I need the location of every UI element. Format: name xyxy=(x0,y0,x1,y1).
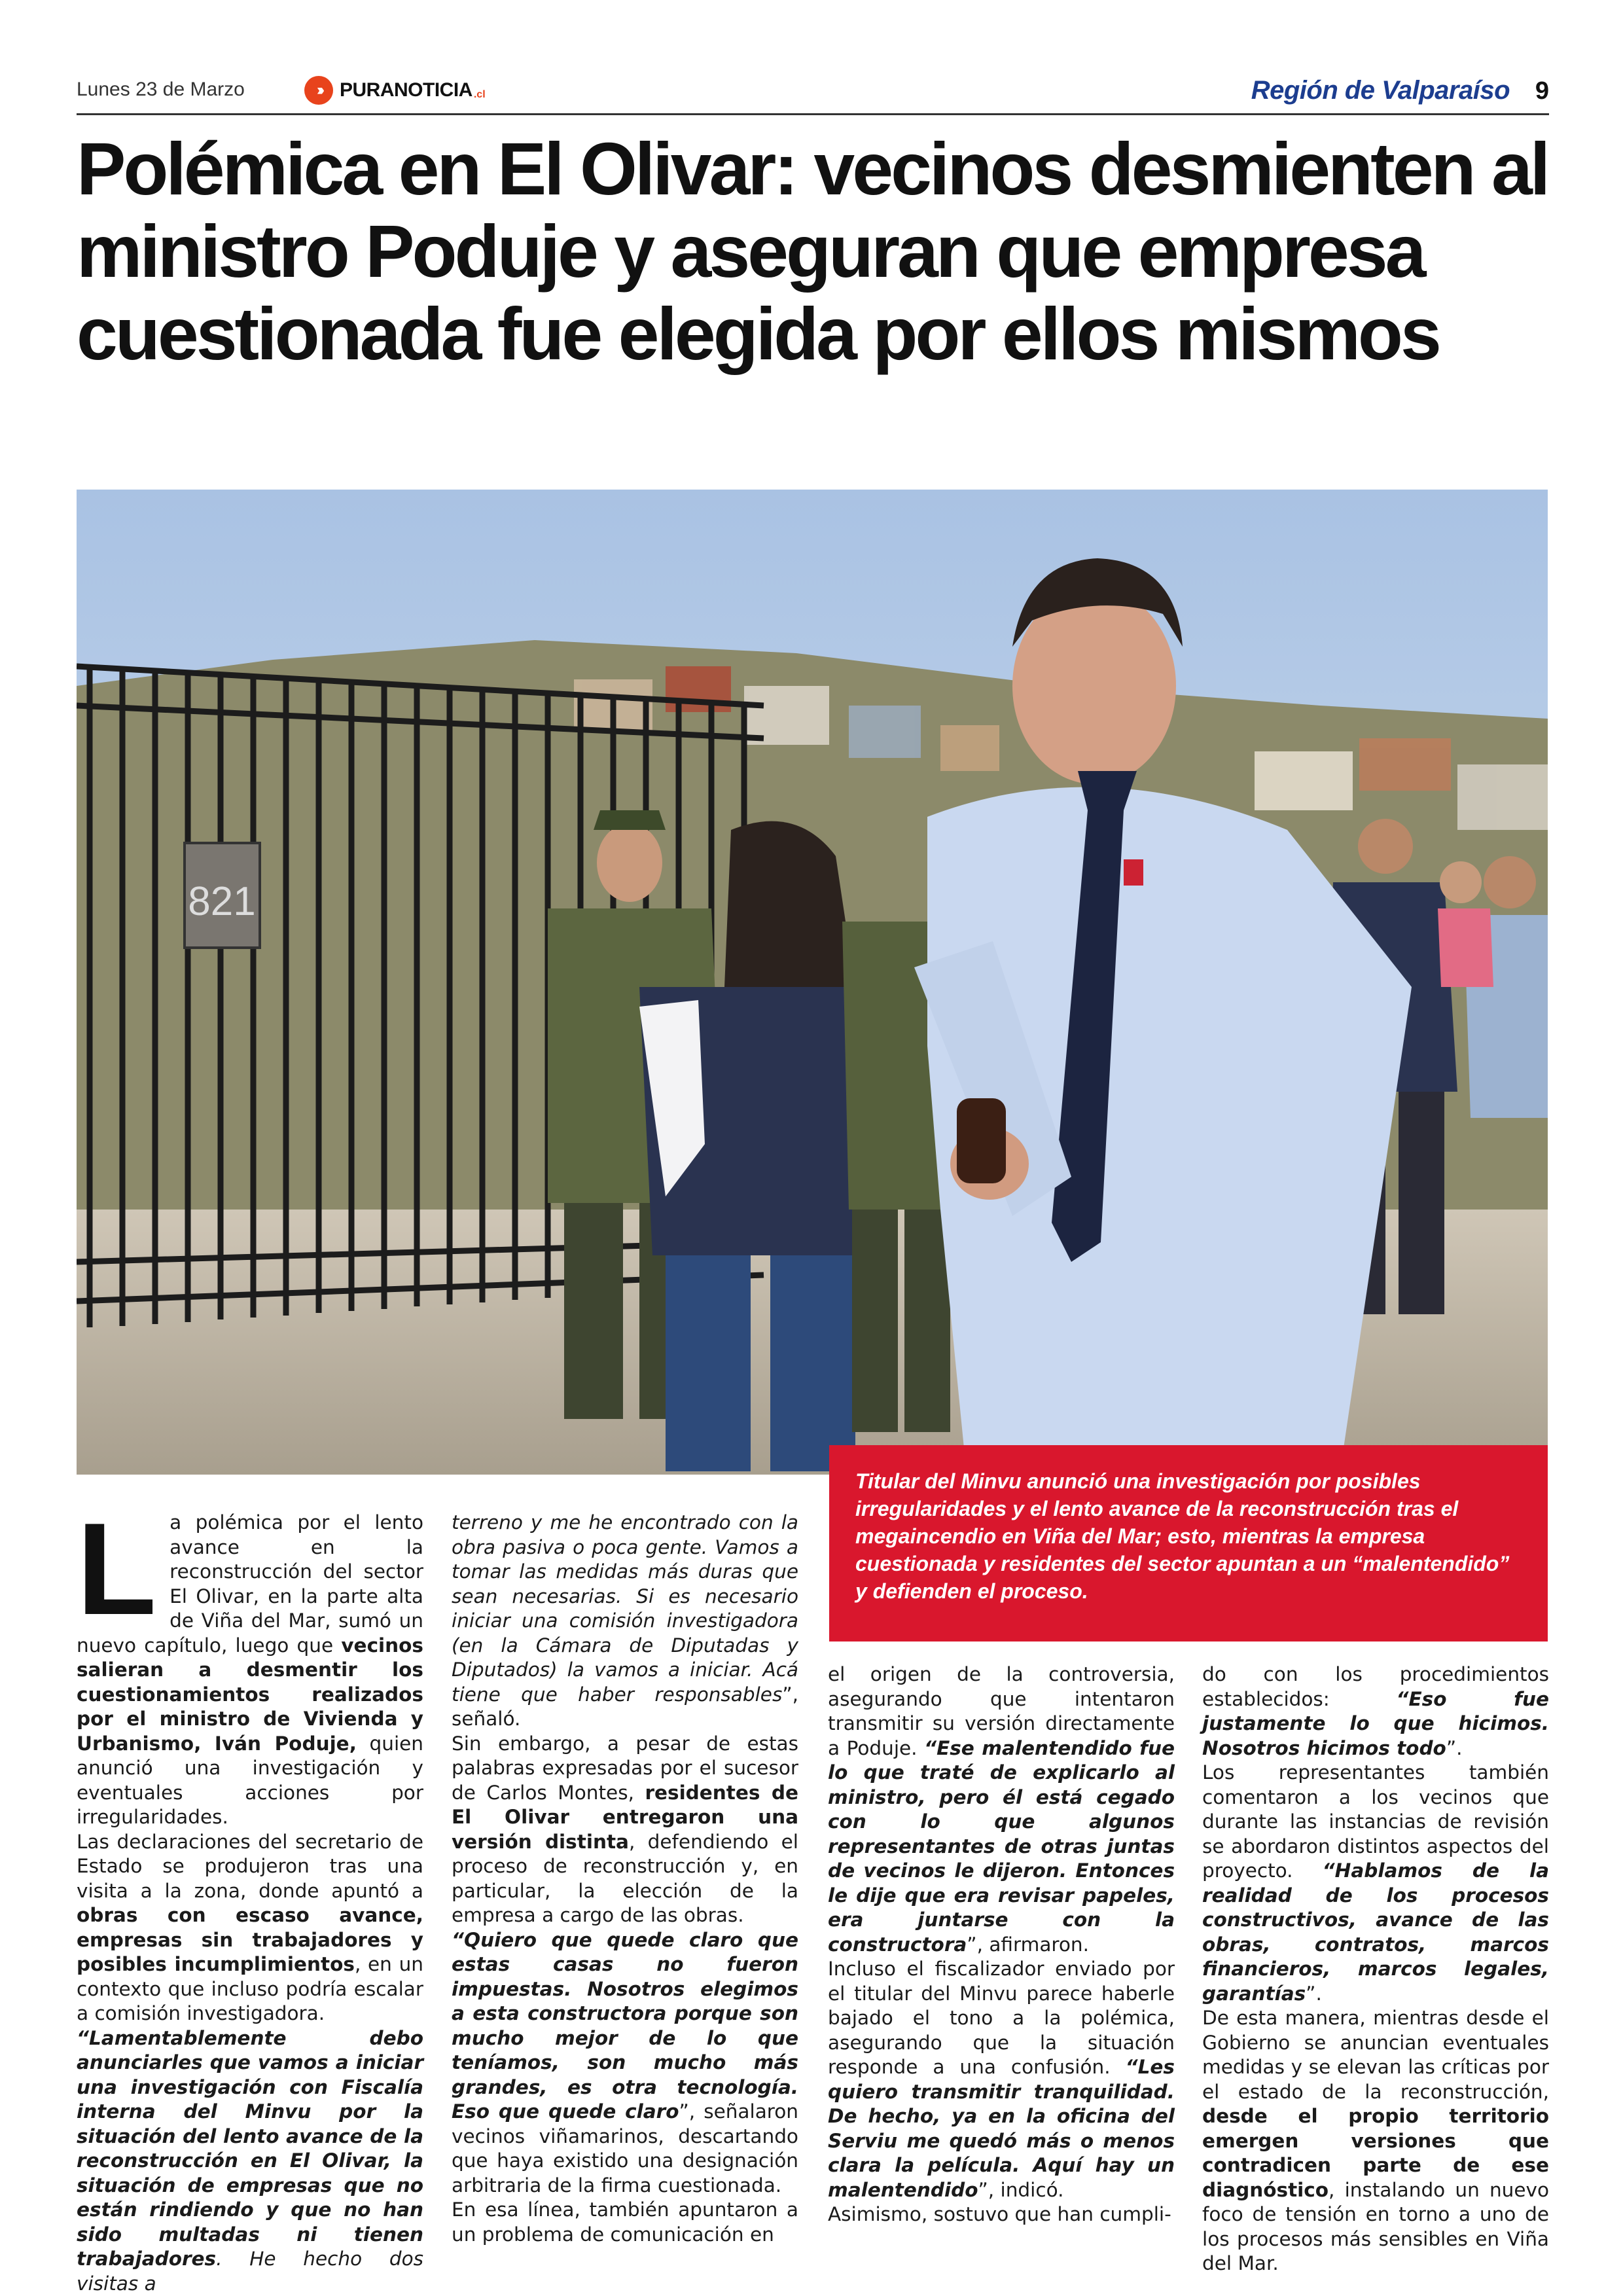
page-header xyxy=(77,76,1549,117)
paragraph xyxy=(1202,1761,1549,2006)
italic-run: . He hecho dos visitas a xyxy=(77,2248,423,2295)
drop-cap: L xyxy=(77,1496,157,1642)
bold-run: vecinos salieran a desmentir los cuestionamientos realizados por el ministro de Vivienda y Urbanismo, Iván Poduje, xyxy=(77,1634,423,1755)
paragraph xyxy=(452,1732,798,1928)
logo-suffix: .cl xyxy=(473,89,486,100)
article-column-1 xyxy=(77,1496,423,2296)
text-run: , defendiendo el proceso de reconstrucción y, en particular, la elección de la empresa a cargo de las obras. xyxy=(452,1830,798,1926)
text-run: ”, señaló. xyxy=(452,1683,798,1730)
photo-caption: Titular del Minvu anunció una investigación por posibles irregularidades y el lento avance de la reconstrucción tras el megaincendio en Viña del Mar; esto, mientras la empresa cuestionada y residentes del sector apuntan a un “malentendido” y defienden el proceso. xyxy=(829,1445,1548,1641)
italic-run: terreno y me he encontrado con la obra pasiva o poca gente. Vamos a tomar las medidas más duras que sean necesarias. Si es necesario iniciar una comisión investigadora (en la Cámara de Diputadas y Diputados) la vamos a iniciar. Acá tiene que haber responsables xyxy=(452,1511,798,1706)
text-run: Los representantes también comentaron a los vecinos que durante las instancias de revisión se abordaron distintos aspectos del proyecto. xyxy=(1202,1761,1549,1882)
paragraph xyxy=(828,1662,1175,1957)
text-run: ”. xyxy=(1306,1982,1322,2005)
quote-run: “Eso fue justamente lo que hicimos. Nosotros hicimos todo xyxy=(1202,1687,1550,1759)
paragraph xyxy=(77,1830,423,2026)
quote-run: “Lamentablemente debo anunciarles que vamos a iniciar una investigación con Fiscalía interna del Minvu por la situación del lento avance de la reconstrucción en El Olivar, la situación de empresas que no están rindiendo y que no han sido multadas ni tienen trabajadores xyxy=(77,2026,423,2270)
gate-number: 821 xyxy=(188,879,256,924)
text-run: ”. xyxy=(1446,1736,1463,1759)
text-run: a polémica por el lento avance en la reconstrucción del sector El Olivar, en la parte alta de Viña del Mar, sumó un nuevo capítulo, luego que xyxy=(77,1511,423,1657)
text-run: el origen de la controversia, asegurando que intentaron transmitir su versión directamente a Poduje. xyxy=(828,1663,1175,1759)
text-run: , en un contexto que incluso podría escalar a comisión investigadora. xyxy=(77,1953,423,2024)
quote-run: “Ese malentendido fue lo que traté de explicarlo al ministro, pero él está cegado con lo que algunos representantes de otras juntas de vecinos le dijeron. Entonces le dije que era revisar papeles, era juntarse con la constructora xyxy=(828,1736,1175,1956)
text-run: Las declaraciones del secretario de Estado se produjeron tras una visita a la zona, donde apuntó a xyxy=(77,1830,423,1902)
article-headline: Polémica en El Olivar: vecinos desmienten al ministro Poduje y aseguran que empresa cuestionada fue elegida por ellos mismos xyxy=(77,128,1548,375)
paragraph xyxy=(77,2026,423,2296)
article-photo xyxy=(77,490,1548,1475)
logo-wordmark: PURANOTICIA xyxy=(340,79,473,101)
quote-run: “Quiero que quede claro que estas casas no fueron impuestas. Nosotros elegimos a esta constructora porque son mucho mejor de lo que teníamos, son mucho más grandes, es otra tecnología. Eso que quede claro xyxy=(452,1928,798,2123)
article-column-3 xyxy=(828,1662,1175,2227)
text-run: ”, señalaron vecinos viñamarinos, descartando que haya existido una designación arbitraria de la firma cuestionada. xyxy=(452,2100,798,2197)
paragraph xyxy=(1202,2006,1549,2276)
text-run: do con los procedimientos establecidos: xyxy=(1202,1663,1549,1710)
page-number: 9 xyxy=(1535,77,1549,105)
bold-run: obras con escaso avance, empresas sin trabajadores y posibles incumplimientos xyxy=(77,1904,423,1975)
paragraph xyxy=(828,2202,1175,2227)
gate-number-plate xyxy=(185,843,260,948)
bold-run: desde el propio territorio emergen versiones que contradicen parte de ese diagnóstico xyxy=(1202,2105,1549,2201)
text-run: Sin embargo, a pesar de estas palabras expresadas por el sucesor de Carlos Montes, xyxy=(452,1732,798,1804)
text-run: quien anunció una investigación y eventuales acciones por irregularidades. xyxy=(77,1732,423,1828)
text-run: En esa línea, también apuntaron a un problema de comunicación en xyxy=(452,2198,798,2246)
paragraph xyxy=(452,2198,798,2247)
text-run: De esta manera, mientras desde el Gobierno se anuncian eventuales medidas y se elevan las críticas por el estado de la reconstrucción, xyxy=(1202,2007,1549,2103)
section-title: Región de Valparaíso xyxy=(1251,76,1510,105)
text-run: ”, indicó. xyxy=(978,2178,1064,2201)
issue-date: Lunes 23 de Marzo xyxy=(77,79,245,100)
publication-logo[interactable] xyxy=(304,76,486,105)
paragraph xyxy=(452,1511,798,1732)
bold-run: residentes de El Olivar entregaron una versión distinta xyxy=(452,1781,798,1853)
text-run: , instalando un nuevo foco de tensión en torno a uno de los procesos más sensibles en Viña del Mar. xyxy=(1202,2178,1549,2274)
play-arrows-icon: ››› xyxy=(304,76,333,105)
paragraph xyxy=(828,1957,1175,2202)
article-column-4 xyxy=(1202,1662,1549,2276)
quote-run: “Hablamos de la realidad de los procesos constructivos, avance de las obras, contratos, marcos financieros, marcos legales, garantías xyxy=(1202,1859,1549,2005)
quote-run: “Les quiero transmitir tranquilidad. De hecho, ya en la oficina del Serviu me quedó más o menos clara la película. Aquí hay un malentendido xyxy=(828,2056,1175,2201)
text-run: Asimismo, sostuvo que han cumpli- xyxy=(828,2203,1171,2225)
paragraph xyxy=(1202,1662,1549,1761)
paragraph xyxy=(452,1928,798,2198)
header-divider xyxy=(77,113,1549,115)
paragraph xyxy=(77,1496,423,1830)
article-column-2 xyxy=(452,1511,798,2247)
text-run: ”, afirmaron. xyxy=(967,1933,1090,1956)
text-run: Incluso el fiscalizador enviado por el titular del Minvu parece haberle bajado el tono a la polémica, asegurando que la situación responde a una confusión. xyxy=(828,1958,1175,2078)
